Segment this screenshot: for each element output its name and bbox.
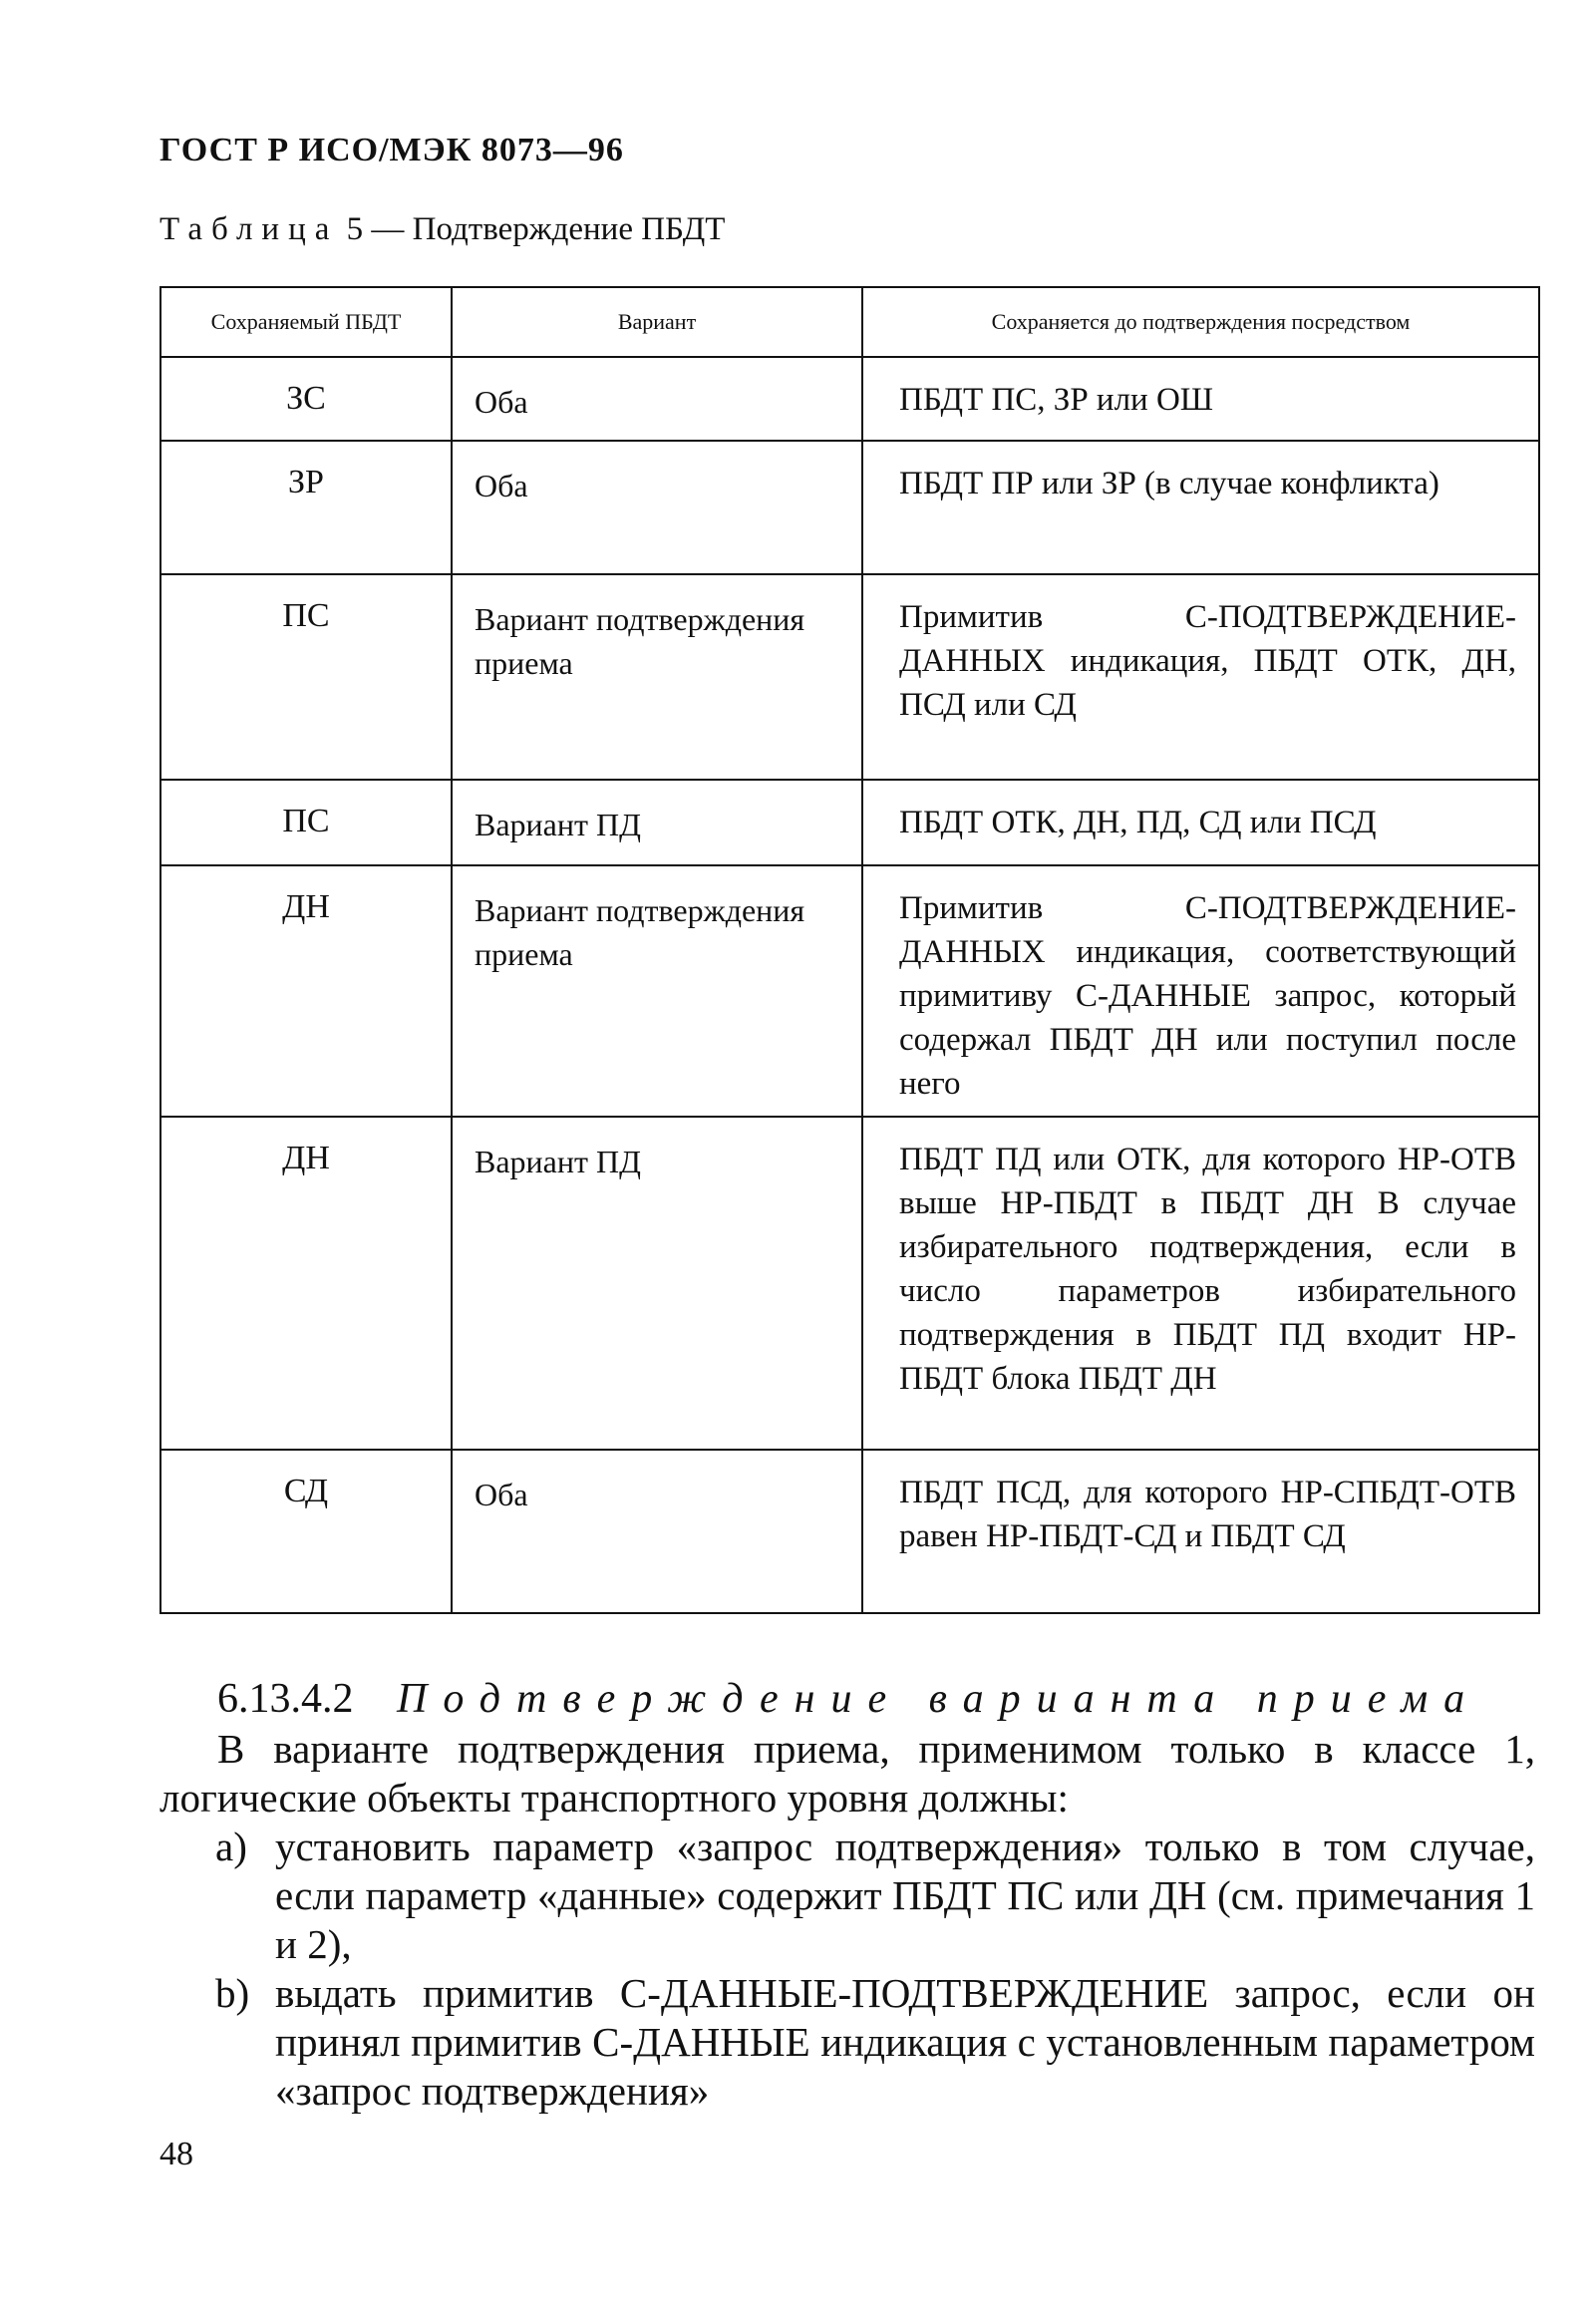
cell-variant: Оба: [452, 441, 862, 574]
cell-kept-until: ПБДТ ОТК, ДН, ПД, СД или ПСД: [862, 780, 1539, 865]
section-title: Подтверждение варианта приема: [397, 1676, 1481, 1722]
section-body: [160, 1725, 1535, 2116]
table-row: [160, 574, 1539, 780]
table-row: [160, 357, 1539, 441]
table-row: [160, 865, 1539, 1117]
cell-saved: ЗС: [160, 357, 452, 441]
cell-saved: СД: [160, 1450, 452, 1613]
column-header-variant: Вариант: [452, 287, 862, 357]
cell-variant: Оба: [452, 357, 862, 441]
section-intro: В варианте подтверждения приема, применимом только в классе 1, логические объекты транспортного уровня должны:: [160, 1726, 1535, 1821]
cell-kept-until: ПБДТ ПР или ЗР (в случае конфликта): [862, 441, 1539, 574]
list-item: [160, 1823, 1535, 1969]
column-header-saved: Сохраняемый ПБДТ: [160, 287, 452, 357]
cell-kept-until: ПБДТ ПСД, для которого НР-СПБДТ-ОТВ равен НР-ПБДТ-СД и ПБДТ СД: [862, 1450, 1539, 1613]
section-number: 6.13.4.2: [217, 1676, 354, 1722]
table-caption-text: 5 — Подтверждение ПБДТ: [338, 211, 726, 247]
cell-variant: Вариант ПД: [452, 1117, 862, 1450]
table-row: [160, 1117, 1539, 1450]
table-caption-prefix: Таблица: [160, 211, 339, 247]
cell-saved: ПС: [160, 574, 452, 780]
cell-saved: ЗР: [160, 441, 452, 574]
document-header: ГОСТ Р ИСО/МЭК 8073—96: [160, 132, 624, 168]
cell-variant: Вариант ПД: [452, 780, 862, 865]
list-item: [160, 1969, 1535, 2116]
cell-saved: ДН: [160, 865, 452, 1117]
cell-kept-until: ПБДТ ПД или ОТК, для которого НР-ОТВ выше НР-ПБДТ в ПБДТ ДН В случае избирательного подтверждения, если в число параметров избирательного подтверждения в ПБДТ ПД входит НР-ПБДТ блока ПБДТ ДН: [862, 1117, 1539, 1450]
table-row: [160, 441, 1539, 574]
cell-saved: ДН: [160, 1117, 452, 1450]
table-row: [160, 780, 1539, 865]
cell-kept-until: Примитив С-ПОДТВЕРЖДЕНИЕ-ДАННЫХ индикация, ПБДТ ОТК, ДН, ПСД или СД: [862, 574, 1539, 780]
list-item-text: выдать примитив С-ДАННЫЕ-ПОДТВЕРЖДЕНИЕ запрос, если он принял примитив С-ДАННЫЕ индикация с установленным параметром «запрос подтверждения»: [275, 1970, 1535, 2114]
pbdt-confirmation-table: [160, 286, 1540, 1614]
list-item-text: установить параметр «запрос подтверждения» только в том случае, если параметр «данные» содержит ПБДТ ПС или ДН (см. примечания 1 и 2),: [275, 1824, 1535, 1967]
list-item-marker: a): [215, 1824, 247, 1869]
cell-variant: Вариант подтверждения приема: [452, 865, 862, 1117]
column-header-kept-until: Сохраняется до подтверждения посредством: [862, 287, 1539, 357]
cell-variant: Оба: [452, 1450, 862, 1613]
list-item-marker: b): [215, 1970, 250, 2016]
table-header-row: [160, 287, 1539, 357]
cell-kept-until: ПБДТ ПС, ЗР или ОШ: [862, 357, 1539, 441]
cell-variant: Вариант подтверждения приема: [452, 574, 862, 780]
page-number: 48: [160, 2136, 193, 2172]
table-caption: [160, 211, 725, 248]
table-row: [160, 1450, 1539, 1613]
cell-kept-until: Примитив С-ПОДТВЕРЖДЕНИЕ-ДАННЫХ индикация, соответствующий примитиву С-ДАННЫЕ запрос, который содержал ПБДТ ДН или поступил после него: [862, 865, 1539, 1117]
cell-saved: ПС: [160, 780, 452, 865]
